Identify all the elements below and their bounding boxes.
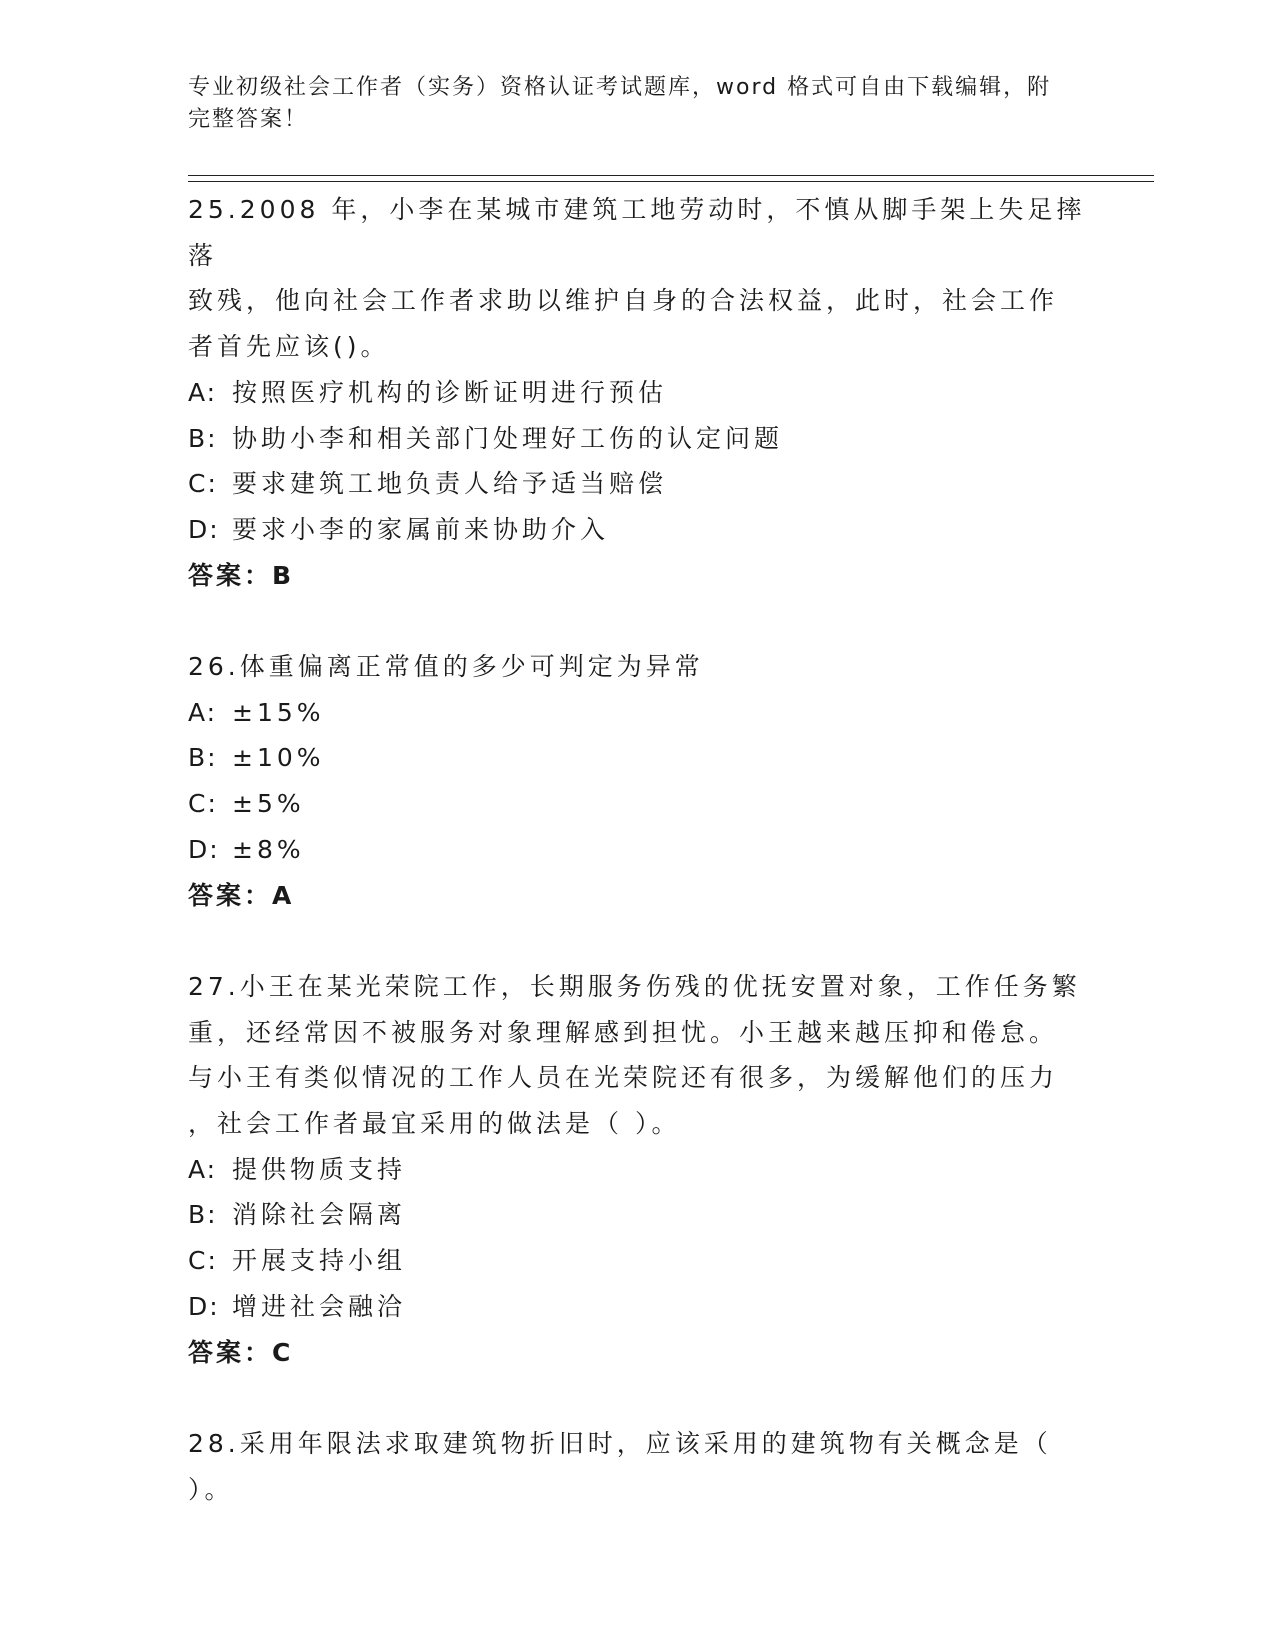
option-text: 要求小李的家属前来协助介入: [232, 514, 610, 544]
question-stem-line: 者首先应该()。: [188, 332, 390, 362]
option-c: [188, 461, 1088, 507]
option-d: [188, 1284, 1088, 1330]
question-stem-line: 致残，他向社会工作者求助以维护自身的合法权益，此时，社会工作: [188, 286, 1059, 316]
option-key: A:: [188, 377, 218, 407]
option-b: [188, 1192, 1088, 1238]
question-stem-line: 28.采用年限法求取建筑物折旧时，应该采用的建筑物有关概念是（: [188, 1428, 1052, 1458]
option-text: 提供物质支持: [232, 1154, 407, 1184]
question-28: [188, 1421, 1088, 1512]
option-text: 协助小李和相关部门处理好工伤的认定问题: [232, 423, 784, 453]
option-a: [188, 1147, 1088, 1193]
option-key: B:: [188, 1200, 218, 1230]
option-key: A:: [188, 697, 218, 727]
option-d: [188, 827, 1088, 873]
option-text: ±10%: [232, 743, 325, 773]
header-line-2: 完整答案！: [188, 107, 309, 132]
question-stem-line: 重，还经常因不被服务对象理解感到担忧。小王越来越压抑和倦怠。: [188, 1017, 1059, 1047]
answer-line: 答案：C: [188, 1337, 294, 1367]
question-stem-line: ）。: [188, 1474, 234, 1504]
option-text: ±5%: [232, 789, 305, 819]
question-spacer: [188, 918, 1088, 964]
option-d: [188, 507, 1088, 553]
option-key: D:: [188, 834, 220, 864]
header-divider-top: [188, 175, 1154, 176]
question-26: [188, 644, 1088, 918]
question-25: [188, 187, 1088, 598]
question-stem-line: 与小王有类似情况的工作人员在光荣院还有很多，为缓解他们的压力: [188, 1063, 1059, 1093]
option-c: [188, 1238, 1088, 1284]
option-key: B:: [188, 743, 218, 773]
option-text: 消除社会隔离: [232, 1200, 407, 1230]
option-text: ±8%: [232, 834, 305, 864]
question-stem-line: 26.体重偏离正常值的多少可判定为异常: [188, 652, 704, 682]
answer-line: 答案：A: [188, 880, 295, 910]
option-key: C:: [188, 469, 218, 499]
option-text: 开展支持小组: [232, 1246, 407, 1276]
option-text: 按照医疗机构的诊断证明进行预估: [232, 377, 668, 407]
option-b: [188, 735, 1088, 781]
option-a: [188, 370, 1088, 416]
question-stem-line: 27.小王在某光荣院工作，长期服务伤残的优抚安置对象，工作任务繁: [188, 971, 1081, 1001]
option-key: B:: [188, 423, 218, 453]
option-key: C:: [188, 789, 218, 819]
header-line-1: 专业初级社会工作者（实务）资格认证考试题库，word 格式可自由下载编辑，附: [188, 75, 1052, 100]
option-text: 增进社会融洽: [232, 1291, 407, 1321]
option-b: [188, 416, 1088, 462]
option-text: 要求建筑工地负责人给予适当赔偿: [232, 469, 668, 499]
question-stem-line: 25.2008 年，小李在某城市建筑工地劳动时，不慎从脚手架上失足摔落: [188, 195, 1086, 270]
option-c: [188, 781, 1088, 827]
option-a: [188, 690, 1088, 736]
option-key: D:: [188, 1291, 220, 1321]
document-header: [188, 72, 1088, 136]
answer-line: 答案：B: [188, 560, 295, 590]
header-divider-bottom: [188, 181, 1154, 182]
question-spacer: [188, 598, 1088, 644]
option-text: ±15%: [232, 697, 325, 727]
option-key: C:: [188, 1246, 218, 1276]
question-spacer: [188, 1375, 1088, 1421]
question-27: [188, 964, 1088, 1375]
question-stem-line: ，社会工作者最宜采用的做法是（ ）。: [188, 1109, 681, 1139]
option-key: D:: [188, 514, 220, 544]
question-list: [188, 187, 1088, 1512]
option-key: A:: [188, 1154, 218, 1184]
